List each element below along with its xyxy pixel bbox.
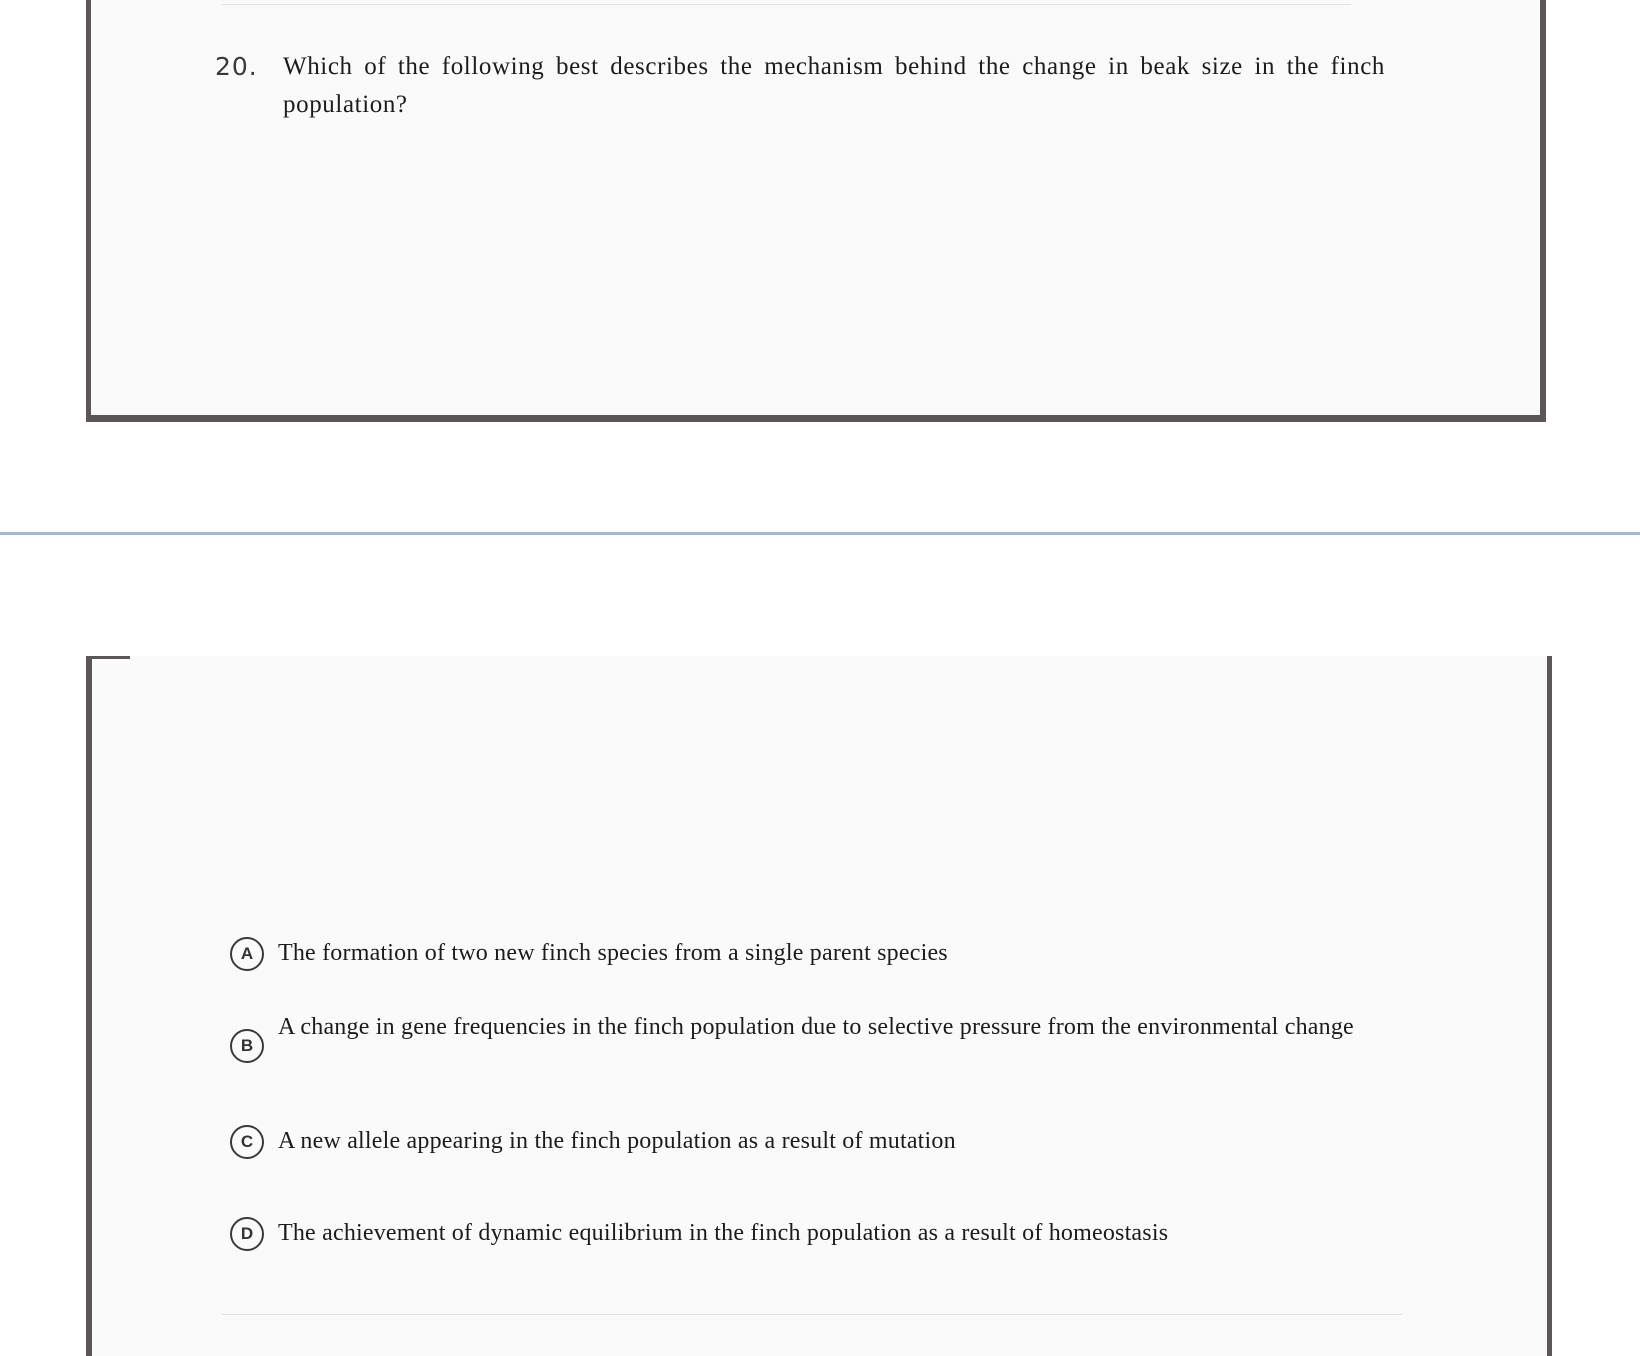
question-block <box>215 48 1385 124</box>
section-divider <box>0 532 1640 535</box>
choice-a-bubble[interactable]: A <box>230 937 264 971</box>
question-text: Which of the following best describes the mechanism behind the change in beak size in the finch population? <box>283 53 1385 118</box>
choice-a-text: The formation of two new finch species from a single parent species <box>278 940 948 966</box>
answer-choice-d[interactable] <box>230 1214 1390 1252</box>
question-number: 20. <box>215 52 258 81</box>
faint-bottom-rule <box>222 1314 1402 1315</box>
page-corner-mark <box>86 656 130 659</box>
answer-choice-b[interactable] <box>230 1008 1390 1063</box>
answer-choice-a[interactable] <box>230 934 1390 972</box>
choice-c-bubble[interactable]: C <box>230 1125 264 1159</box>
choice-b-bubble[interactable]: B <box>230 1029 264 1063</box>
choice-d-text: The achievement of dynamic equilibrium in the finch population as a result of homeostasis <box>278 1220 1169 1246</box>
choice-d-bubble[interactable]: D <box>230 1217 264 1251</box>
choice-b-text: A change in gene frequencies in the finch population due to selective pressure from the environmental change <box>278 1014 1354 1040</box>
faint-top-rule <box>221 4 1351 5</box>
answer-choice-c[interactable] <box>230 1122 1390 1160</box>
choice-c-text: A new allele appearing in the finch population as a result of mutation <box>278 1128 956 1154</box>
